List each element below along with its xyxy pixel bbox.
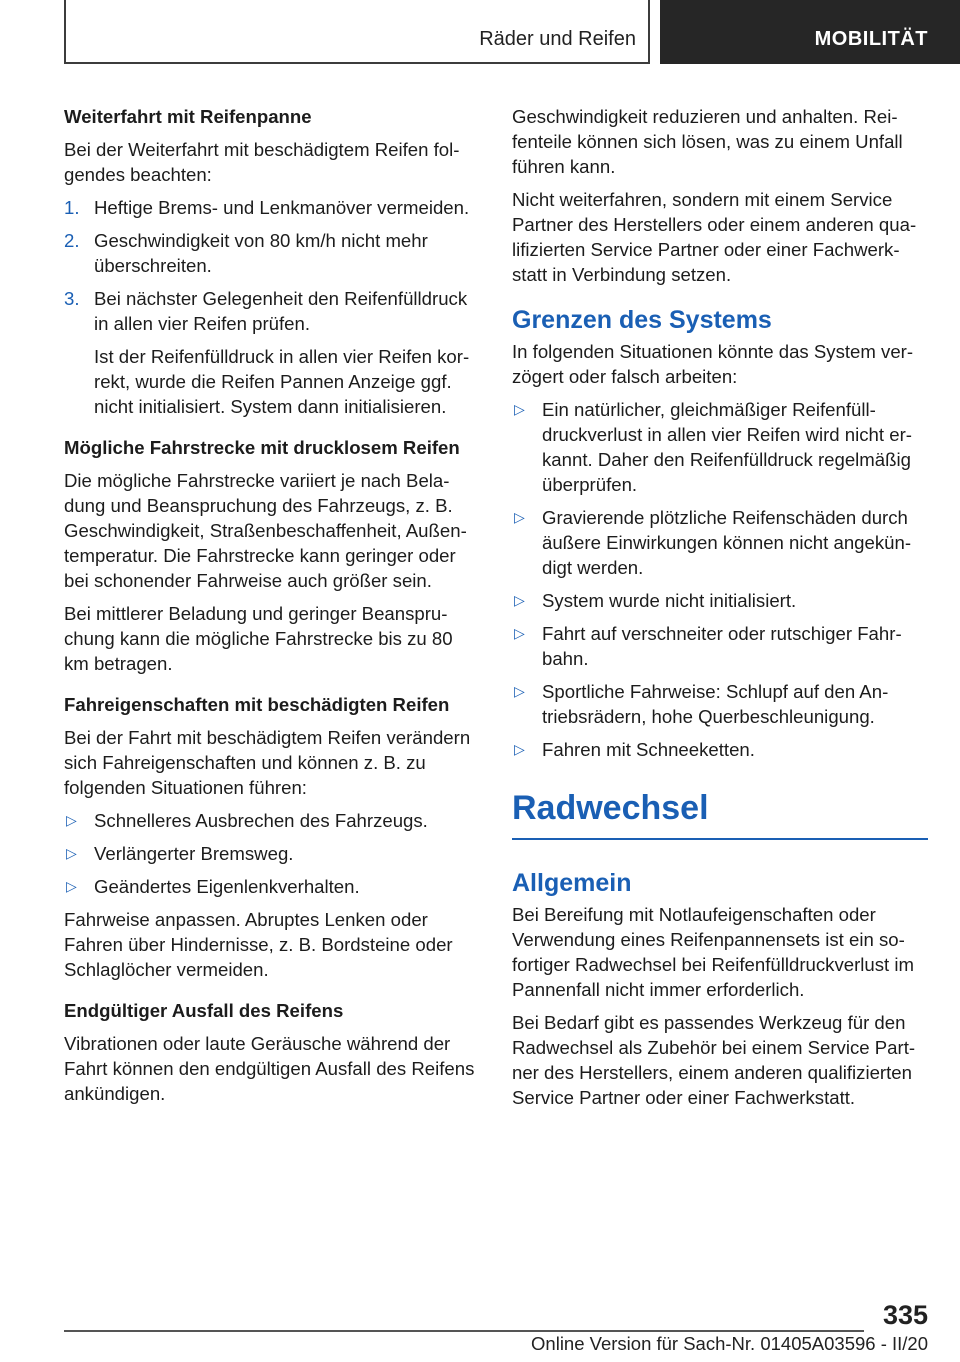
list-item [64,195,480,220]
triangle-right-icon: ▷ [514,741,525,757]
step-number: 1. [64,197,80,218]
paragraph: Bei der Fahrt mit beschädigtem Reifen verändern sich Fahreigenschaften und können z. B. zu folgenden Situationen führen: [64,727,471,798]
paragraph: In folgenden Situationen könnte das System verzögert oder falsch arbeiten: [512,341,914,387]
triangle-right-icon: ▷ [514,592,525,608]
page-number: 335 [882,1300,928,1330]
step-continuation: Ist der Reifenfülldruck in allen vier Reifen korrekt, wurde die Reifen Pannen Anzeige ggf. nicht initialisiert. System dann initialisieren. [94,346,470,417]
right-column [512,104,928,1118]
list-item [64,228,480,278]
subheading-fahrstrecke: Mögliche Fahrstrecke mit drucklosem Reifen [64,437,460,458]
paragraph: Vibrationen oder laute Geräusche während der Fahrt können den endgültigen Ausfall des Reifens ankündigen. [64,1033,475,1104]
header-rule-bottom [64,62,650,64]
header-chapter-tab [660,0,960,64]
bullet-list [512,397,928,762]
list-item [64,286,480,419]
subheading-fahreigenschaften: Fahreigenschaften mit beschädigten Reifen [64,694,450,715]
bullet-text: Ein natürlicher, gleichmäßiger Reifenfülldruckverlust in allen vier Reifen wird nicht erkannt. Daher den Reifenfülldruck regelmäßig überprüfen. [542,399,912,495]
bullet-list [64,808,480,899]
step-text: Heftige Brems- und Lenkmanöver vermeiden. [94,197,470,218]
heading-radwechsel: Radwechsel [512,788,928,840]
list-item [512,588,928,613]
list-item [64,808,480,833]
bullet-text: Sportliche Fahrweise: Schlupf auf den Antriebsrädern, hohe Querbeschleunigung. [542,681,889,727]
header-rule-left [64,0,66,64]
paragraph: Bei Bedarf gibt es passendes Werkzeug für den Radwechsel als Zubehör bei einem Service Partner des Herstellers, einem anderen qualifizierten Service Partner oder einer Fachwerkstatt. [512,1012,916,1108]
subheading-weiterfahrt: Weiterfahrt mit Reifenpanne [64,106,312,127]
list-item [512,679,928,729]
triangle-right-icon: ▷ [514,683,525,699]
bullet-text: Geändertes Eigenlenkverhalten. [94,876,360,897]
subheading-ausfall: Endgültiger Ausfall des Reifens [64,1000,344,1021]
paragraph: Bei Bereifung mit Notlaufeigenschaften oder Verwendung eines Reifenpannensets ist ein sofortiger Radwechsel bei Reifenfülldruckverlust im Pannenfall nicht immer erforderlich. [512,904,914,1000]
heading-grenzen: Grenzen des Systems [512,306,772,334]
bullet-text: Fahrt auf verschneiter oder rutschiger Fahrbahn. [542,623,902,669]
bullet-text: Fahren mit Schneeketten. [542,739,755,760]
bullet-text: Gravierende plötzliche Reifenschäden durch äußere Einwirkungen können nicht angekündigt werden. [542,507,912,578]
numbered-list [64,195,480,419]
footer-rule [64,1330,864,1332]
left-column [64,104,480,1114]
triangle-right-icon: ▷ [66,812,77,828]
step-number: 2. [64,230,80,251]
paragraph: Fahrweise anpassen. Abruptes Lenken oder Fahren über Hindernisse, z. B. Bordsteine oder Schlaglöcher vermeiden. [64,909,453,980]
triangle-right-icon: ▷ [514,509,525,525]
step-number: 3. [64,288,80,309]
paragraph: Die mögliche Fahrstrecke variiert je nach Beladung und Beanspruchung des Fahrzeugs, z. B. Geschwindigkeit, Straßenbeschaffenheit, Außentemperatur. Die Fahrstrecke kann geringer oder bei schonender Fahrweise auch größer sein. [64,470,467,591]
list-item [512,397,928,497]
paragraph: Bei mittlerer Beladung und geringer Beanspruchung kann die mögliche Fahrstrecke bis zu 80 km betragen. [64,603,453,674]
header-section-title: Räder und Reifen [479,28,636,50]
triangle-right-icon: ▷ [66,845,77,861]
list-item [64,874,480,899]
paragraph: Bei der Weiterfahrt mit beschädigtem Reifen folgendes beachten: [64,139,460,185]
list-item [64,841,480,866]
bullet-text: Schnelleres Ausbrechen des Fahrzeugs. [94,810,428,831]
footer-text: Online Version für Sach-Nr. 01405A03596 - II/20 [531,1333,928,1354]
bullet-text: System wurde nicht initialisiert. [542,590,797,611]
list-item [512,505,928,580]
triangle-right-icon: ▷ [66,878,77,894]
paragraph: Nicht weiterfahren, sondern mit einem Service Partner des Herstellers oder einem anderen qualifizierten Service Partner oder einer Fachwerkstatt in Verbindung setzen. [512,189,917,285]
bullet-text: Verlängerter Bremsweg. [94,843,294,864]
triangle-right-icon: ▷ [514,401,525,417]
list-item [512,737,928,762]
header-rule-mid [648,0,650,64]
paragraph: Geschwindigkeit reduzieren und anhalten. Reifenteile können sich lösen, was zu einem Unfall führen kann. [512,106,903,177]
header-chapter-label: MOBILITÄT [814,28,928,50]
triangle-right-icon: ▷ [514,625,525,641]
heading-allgemein: Allgemein [512,869,632,897]
list-item [512,621,928,671]
step-text: Bei nächster Gelegenheit den Reifenfülldruck in allen vier Reifen prüfen. [94,288,468,334]
step-text: Geschwindigkeit von 80 km/h nicht mehr überschreiten. [94,230,428,276]
